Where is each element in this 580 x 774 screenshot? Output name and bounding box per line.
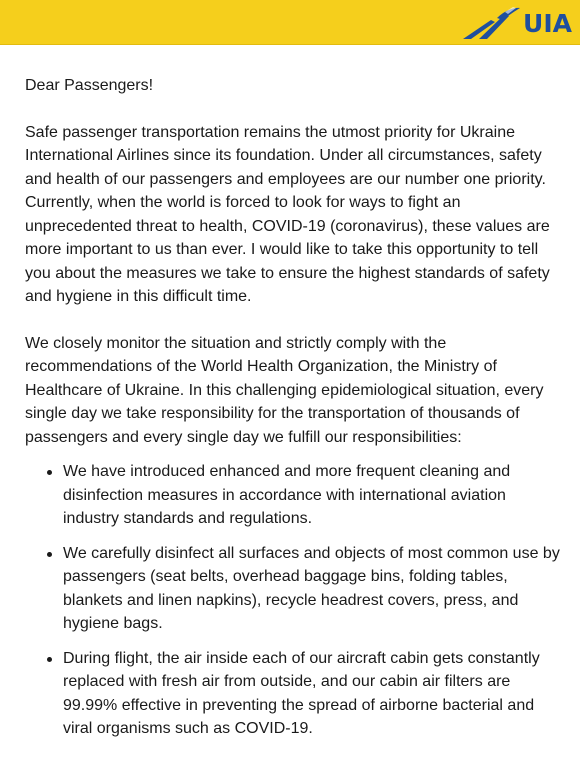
uia-logo[interactable] <box>461 6 572 40</box>
paragraph-1: Safe passenger transportation remains the utmost priority for Ukraine International Airlines since its foundation. Under all circumstances, safety and health of our passengers and employees are our number one priority. Currently, when the world is forced to look for ways to fight an unprecedented threat to health, COVID-19 (coronavirus), these values are more important to us than ever. I would like to take this opportunity to tell you about the measures we take to ensure the highest standards of safety and hygiene in this difficult time. <box>25 123 550 305</box>
list-item <box>25 542 565 636</box>
bullet-icon <box>47 470 52 475</box>
list-item <box>25 647 565 741</box>
bullet-icon <box>47 657 52 662</box>
list-item-text: We carefully disinfect all surfaces and objects of most common use by passengers (seat belts, overhead baggage bins, folding tables, blankets and linen napkins), recycle headrest covers, press, and hygiene bags. <box>63 544 560 632</box>
list-item-text: During flight, the air inside each of our aircraft cabin gets constantly replaced with fresh air from outside, and our cabin air filters are 99.99% effective in preventing the spread of airborne bacterial and viral organisms such as COVID-19. <box>63 649 540 737</box>
list-item <box>25 460 565 531</box>
letter-body <box>25 74 565 752</box>
greeting: Dear Passengers! <box>25 77 154 94</box>
uia-plane-logo-icon <box>461 6 521 40</box>
paragraph-2: We closely monitor the situation and strictly comply with the recommendations of the World Health Organization, the Ministry of Healthcare of Ukraine. In this challenging epidemiological situation, every single day we take responsibility for the transportation of thousands of passengers and every single day we fulfill our responsibilities: <box>25 334 544 446</box>
header-bar <box>0 0 580 45</box>
measures-list <box>25 460 565 741</box>
bullet-icon <box>47 552 52 557</box>
logo-text: UIA <box>523 8 572 38</box>
list-item-text: We have introduced enhanced and more frequent cleaning and disinfection measures in accordance with international aviation industry standards and regulations. <box>63 463 511 527</box>
